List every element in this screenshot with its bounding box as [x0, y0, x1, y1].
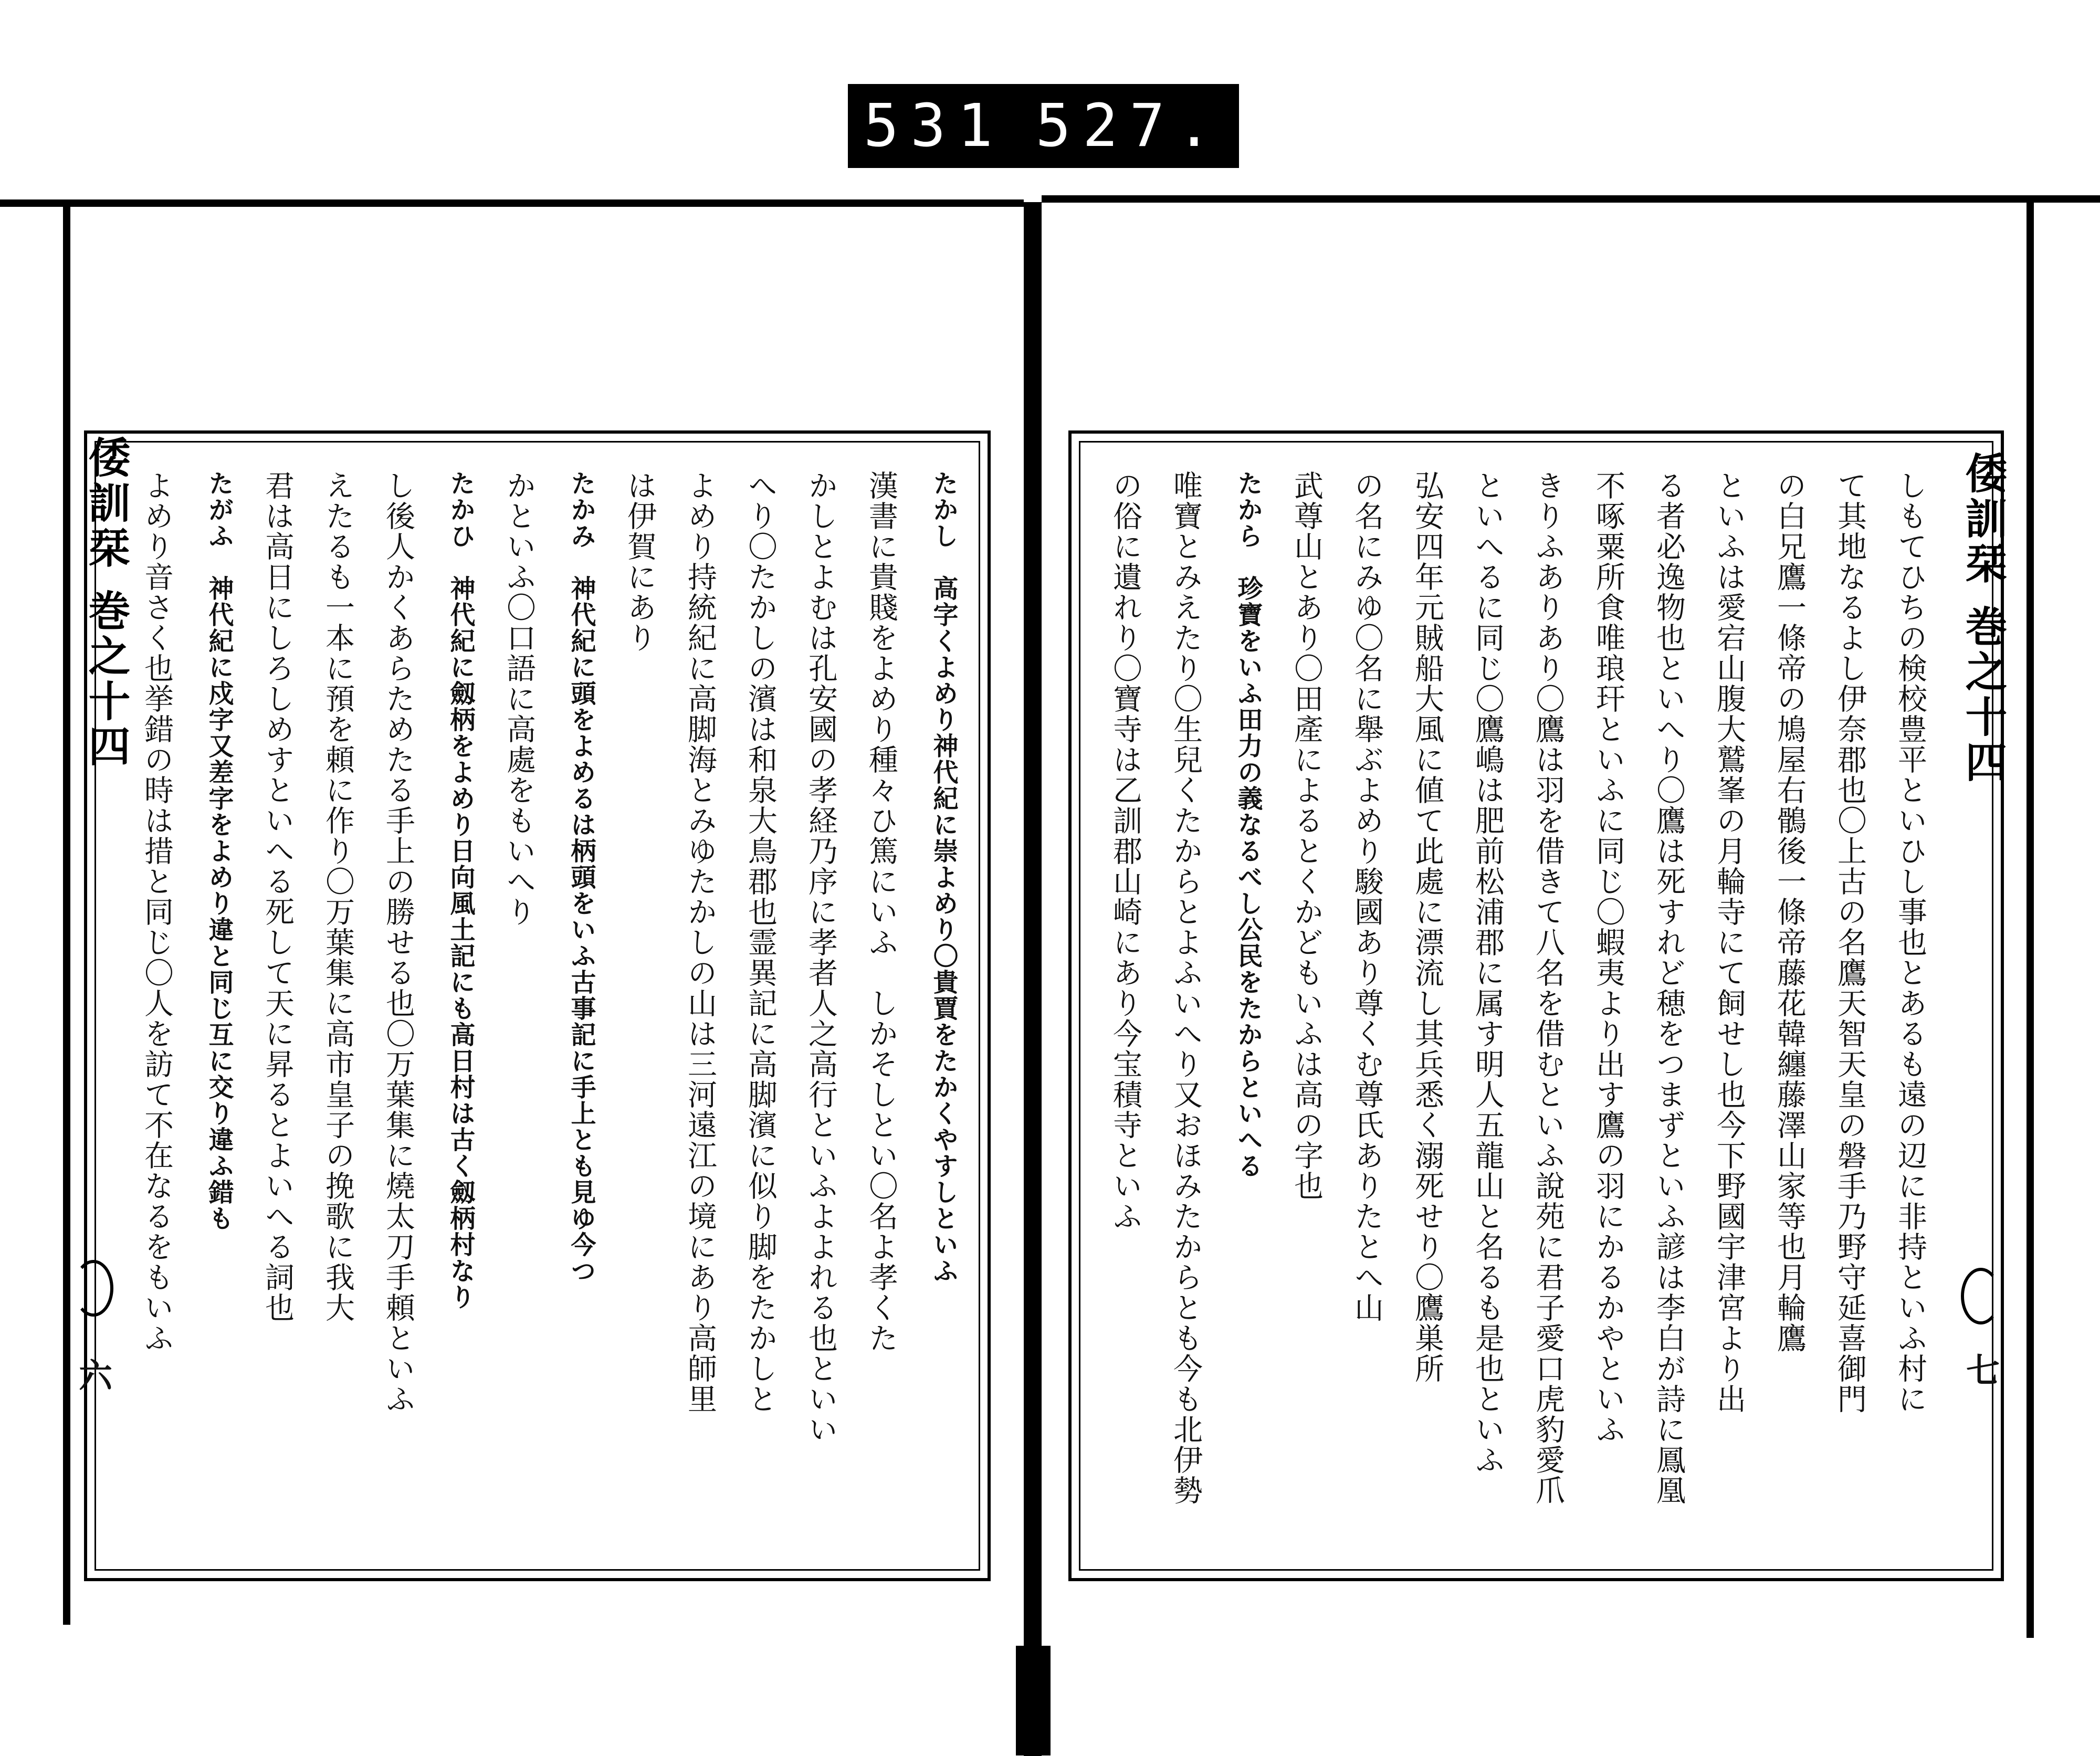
- left-page-number: 六: [79, 1357, 112, 1396]
- right-column-12: たから 珍寶をいふ田力の義なるべし公民をたからといへる: [1233, 470, 1263, 1179]
- right-column-10: の名にみゆ〇名に舉ぶよめり駿國あり尊くむ尊氏ありたとへ山: [1350, 470, 1384, 1323]
- right-page-frame: [1068, 430, 2004, 1581]
- left-column-4: へり〇たかしの濱は和泉大鳥郡也霊異記に高脚濱に似り脚をたかしと: [743, 470, 778, 1414]
- right-column-7: きりふありあり〇鷹は羽を借きて八名を借むといふ說苑に君子愛口虎豹愛爪: [1531, 470, 1565, 1506]
- right-column-8: といへるに同じ〇鷹嶋は肥前松浦郡に属す明人五龍山と名るも是也といふ: [1471, 470, 1505, 1475]
- left-column-7: たかみ 神代紀に頭をよめるは柄頭をいふ古事記に手上とも見ゆ今つ: [566, 470, 596, 1284]
- right-page-outer-edge: [2026, 199, 2034, 1638]
- right-column-13: 唯寶とみえたり〇生兒くたからとよふいへり又おほみたからとも今も北伊勢: [1169, 470, 1203, 1506]
- left-column-6: は伊賀にあり: [623, 470, 657, 653]
- left-margin-title: 倭訓栞 巻之十四: [81, 436, 131, 770]
- right-column-1: しもてひちの検校豊平といひし事也とあるも遠の辺に非持といふ村に: [1893, 470, 1927, 1414]
- right-column-2: て其地なるよし伊奈郡也〇上古の名鷹天智天皇の磐手乃野守延喜御門: [1833, 470, 1867, 1414]
- left-column-3: かしとよむは孔安國の孝経乃序に孝者人之高行といふよよれる也といい: [804, 470, 838, 1445]
- book-spine: [1024, 202, 1042, 1756]
- left-column-8: かといふ〇口語に高處をもいへり: [502, 470, 536, 927]
- left-column-5: よめり持統紀に高脚海とみゆたかしの山は三河遠江の境にあり高師里: [683, 470, 717, 1414]
- right-column-3: の白兄鷹一條帝の鳩屋右鶻後一條帝藤花韓纏藤澤山家等也月輪鷹: [1772, 470, 1807, 1353]
- left-page-frame: [84, 430, 991, 1581]
- top-edge-line-right: [1042, 195, 2100, 203]
- left-column-13: たがふ 神代紀に戍字又差字をよめり違と同じ互に交り違ふ錯も: [204, 470, 234, 1232]
- right-column-5: る者必逸物也といへり〇鷹は死すれど穂をつまずといふ諺は李白が詩に鳳凰: [1652, 470, 1686, 1506]
- left-column-12: 君は高日にしろしめすといへる死して天に昇るとよいへる詞也: [260, 470, 295, 1323]
- left-column-2: 漢書に貴賤をよめり種々ひ篤にいふ しかそしとい〇名よ孝くた: [864, 470, 898, 1353]
- left-column-14: よめり音さく也挙錯の時は措と同じ〇人を訪て不在なるをもいふ: [140, 470, 174, 1353]
- spine-tab: [1016, 1646, 1051, 1755]
- left-column-9: たかひ 神代紀に劔柄をよめり日向風土記にも高日村は古く劔柄村なり: [446, 470, 475, 1310]
- left-circle-mark: [74, 1260, 113, 1317]
- folio-right-number: 527.: [1035, 92, 1224, 160]
- right-column-6: 不啄粟所食唯琅玕といふに同じ〇蝦夷より出す鷹の羽にかるかやといふ: [1591, 470, 1625, 1445]
- right-column-9: 弘安四年元賊船大風に値て此處に漂流し其兵悉く溺死せり〇鷹巣所: [1410, 470, 1444, 1384]
- right-column-14: の俗に遺れり〇寶寺は乙訓郡山崎にあり今宝積寺といふ: [1108, 470, 1142, 1232]
- folio-left-number: 531: [863, 92, 1005, 160]
- left-page-outer-edge: [63, 202, 70, 1625]
- right-page-number: 七: [1966, 1351, 2000, 1391]
- right-circle-mark: [1961, 1268, 2001, 1324]
- right-margin-title: 倭訓栞 巻之十四: [1958, 451, 2008, 785]
- folio-label: [848, 84, 1239, 168]
- left-column-10: し後人かくあらためたる手上の勝せる也〇万葉集に燒太刀手頼といふ: [381, 470, 415, 1414]
- right-column-11: 武尊山とあり〇田產によるとくかどもいふは高の字也: [1289, 470, 1324, 1201]
- right-column-4: といふは愛宕山腹大鷲峯の月輪寺にて飼せし也今下野國宇津宮より出: [1712, 470, 1746, 1414]
- left-column-1: たかし 高字くよめり神代紀に崇よめり〇貴賈をたかくやすしといふ: [929, 470, 958, 1284]
- top-edge-line-left: [0, 199, 1024, 207]
- left-column-11: えたるも一本に預を頼に作り〇万葉集に高市皇子の挽歌に我大: [321, 470, 355, 1323]
